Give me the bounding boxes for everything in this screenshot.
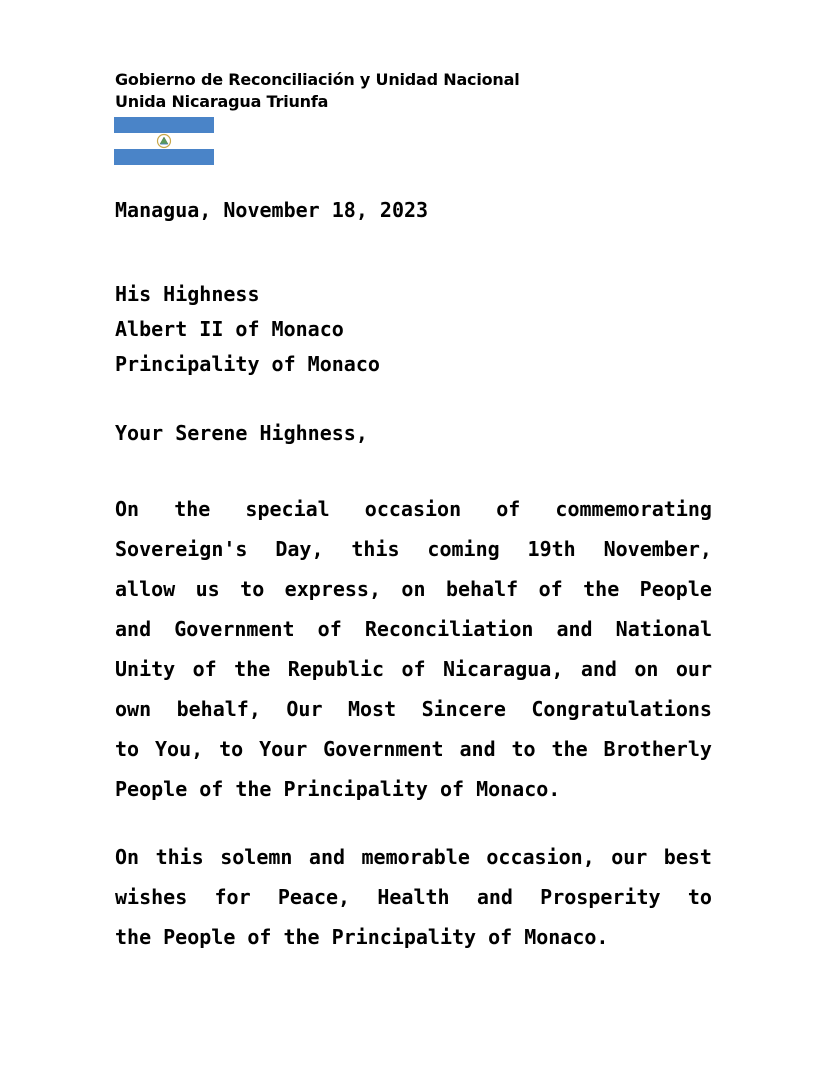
letterhead-government-name: Gobierno de Reconciliación y Unidad Nacional	[115, 70, 520, 89]
paragraph-wishes	[115, 837, 712, 957]
word: solemn	[220, 845, 293, 869]
word: Government	[174, 617, 295, 641]
word: Day,	[275, 537, 324, 561]
recipient-title: His Highness	[115, 282, 260, 306]
word: behalf,	[176, 697, 261, 721]
recipient-name: Albert II of Monaco	[115, 317, 344, 341]
flag-middle-band	[114, 133, 214, 149]
paragraph-line	[115, 917, 712, 957]
nicaragua-flag	[114, 117, 214, 165]
word: and	[476, 885, 513, 909]
word: best	[663, 845, 712, 869]
word: to	[115, 737, 140, 761]
word: of	[199, 777, 224, 801]
word: wishes	[115, 885, 188, 909]
word: Monaco.	[524, 925, 609, 949]
word: the	[551, 737, 588, 761]
word: of	[401, 657, 426, 681]
word: On	[115, 497, 140, 521]
paragraph-line	[115, 769, 712, 809]
word: to	[240, 577, 265, 601]
paragraph-line	[115, 609, 712, 649]
word: Brotherly	[603, 737, 712, 761]
word: of	[538, 577, 563, 601]
word: Reconciliation	[364, 617, 534, 641]
word: Nicaragua,	[442, 657, 564, 681]
letter-date: Managua, November 18, 2023	[115, 198, 429, 222]
word: our	[611, 845, 648, 869]
letterhead	[115, 69, 520, 113]
word: Principality	[283, 777, 428, 801]
word: the	[174, 497, 211, 521]
word: the	[235, 777, 272, 801]
word: to	[511, 737, 536, 761]
word: own	[115, 697, 152, 721]
word: Prosperity	[540, 885, 661, 909]
word: of	[317, 617, 342, 641]
word: memorable	[361, 845, 470, 869]
salutation: Your Serene Highness,	[115, 421, 368, 445]
word: the	[234, 657, 271, 681]
word: and	[308, 845, 346, 869]
recipient-block	[115, 277, 380, 382]
word: occasion	[364, 497, 462, 521]
word: Congratulations	[531, 697, 712, 721]
word: Sovereign's	[115, 537, 248, 561]
flag-top-band	[114, 117, 214, 133]
word: Monaco.	[476, 777, 561, 801]
word: to	[219, 737, 244, 761]
word: 19th	[527, 537, 576, 561]
word: National	[615, 617, 712, 641]
word: special	[245, 497, 330, 521]
word: People	[163, 925, 236, 949]
word: Unity	[115, 657, 176, 681]
word: of	[192, 657, 217, 681]
word: allow	[115, 577, 176, 601]
paragraph-congratulations	[115, 489, 712, 809]
letterhead-slogan: Unida Nicaragua Triunfa	[115, 92, 329, 111]
word: Republic	[287, 657, 385, 681]
word: On	[115, 845, 140, 869]
word: of	[439, 777, 465, 801]
paragraph-line	[115, 837, 712, 877]
word: the	[115, 925, 152, 949]
paragraph-line	[115, 529, 712, 569]
word: People	[115, 777, 188, 801]
coat-of-arms-icon	[156, 133, 172, 149]
word: us	[195, 577, 220, 601]
word: of	[247, 925, 272, 949]
word: People	[639, 577, 712, 601]
word: our	[675, 657, 712, 681]
word: Principality	[331, 925, 477, 949]
recipient-country: Principality of Monaco	[115, 352, 380, 376]
paragraph-line	[115, 689, 712, 729]
flag-bottom-band	[114, 149, 214, 165]
word: November,	[603, 537, 712, 561]
word: of	[496, 497, 521, 521]
word: Our	[286, 697, 323, 721]
word: commemorating	[555, 497, 712, 521]
word: Government	[323, 737, 444, 761]
word: on	[401, 577, 426, 601]
word: occasion,	[486, 845, 595, 869]
word: and	[580, 657, 617, 681]
word: this	[351, 537, 400, 561]
word: the	[583, 577, 620, 601]
word: and	[459, 737, 496, 761]
word: this	[155, 845, 204, 869]
paragraph-line	[115, 569, 712, 609]
word: to	[687, 885, 712, 909]
paragraph-line	[115, 877, 712, 917]
word: Your	[259, 737, 308, 761]
paragraph-line	[115, 729, 712, 769]
word: of	[488, 925, 513, 949]
word: the	[283, 925, 320, 949]
paragraph-line	[115, 489, 712, 529]
word: behalf	[445, 577, 519, 601]
word: Health	[377, 885, 450, 909]
word: Peace,	[277, 885, 351, 909]
word: Most	[347, 697, 397, 721]
word: and	[115, 617, 152, 641]
word: and	[556, 617, 593, 641]
word: express,	[284, 577, 381, 601]
word: Sincere	[421, 697, 506, 721]
paragraph-line	[115, 649, 712, 689]
word: You,	[155, 737, 204, 761]
word: on	[634, 657, 659, 681]
word: for	[214, 885, 251, 909]
word: coming	[427, 537, 500, 561]
